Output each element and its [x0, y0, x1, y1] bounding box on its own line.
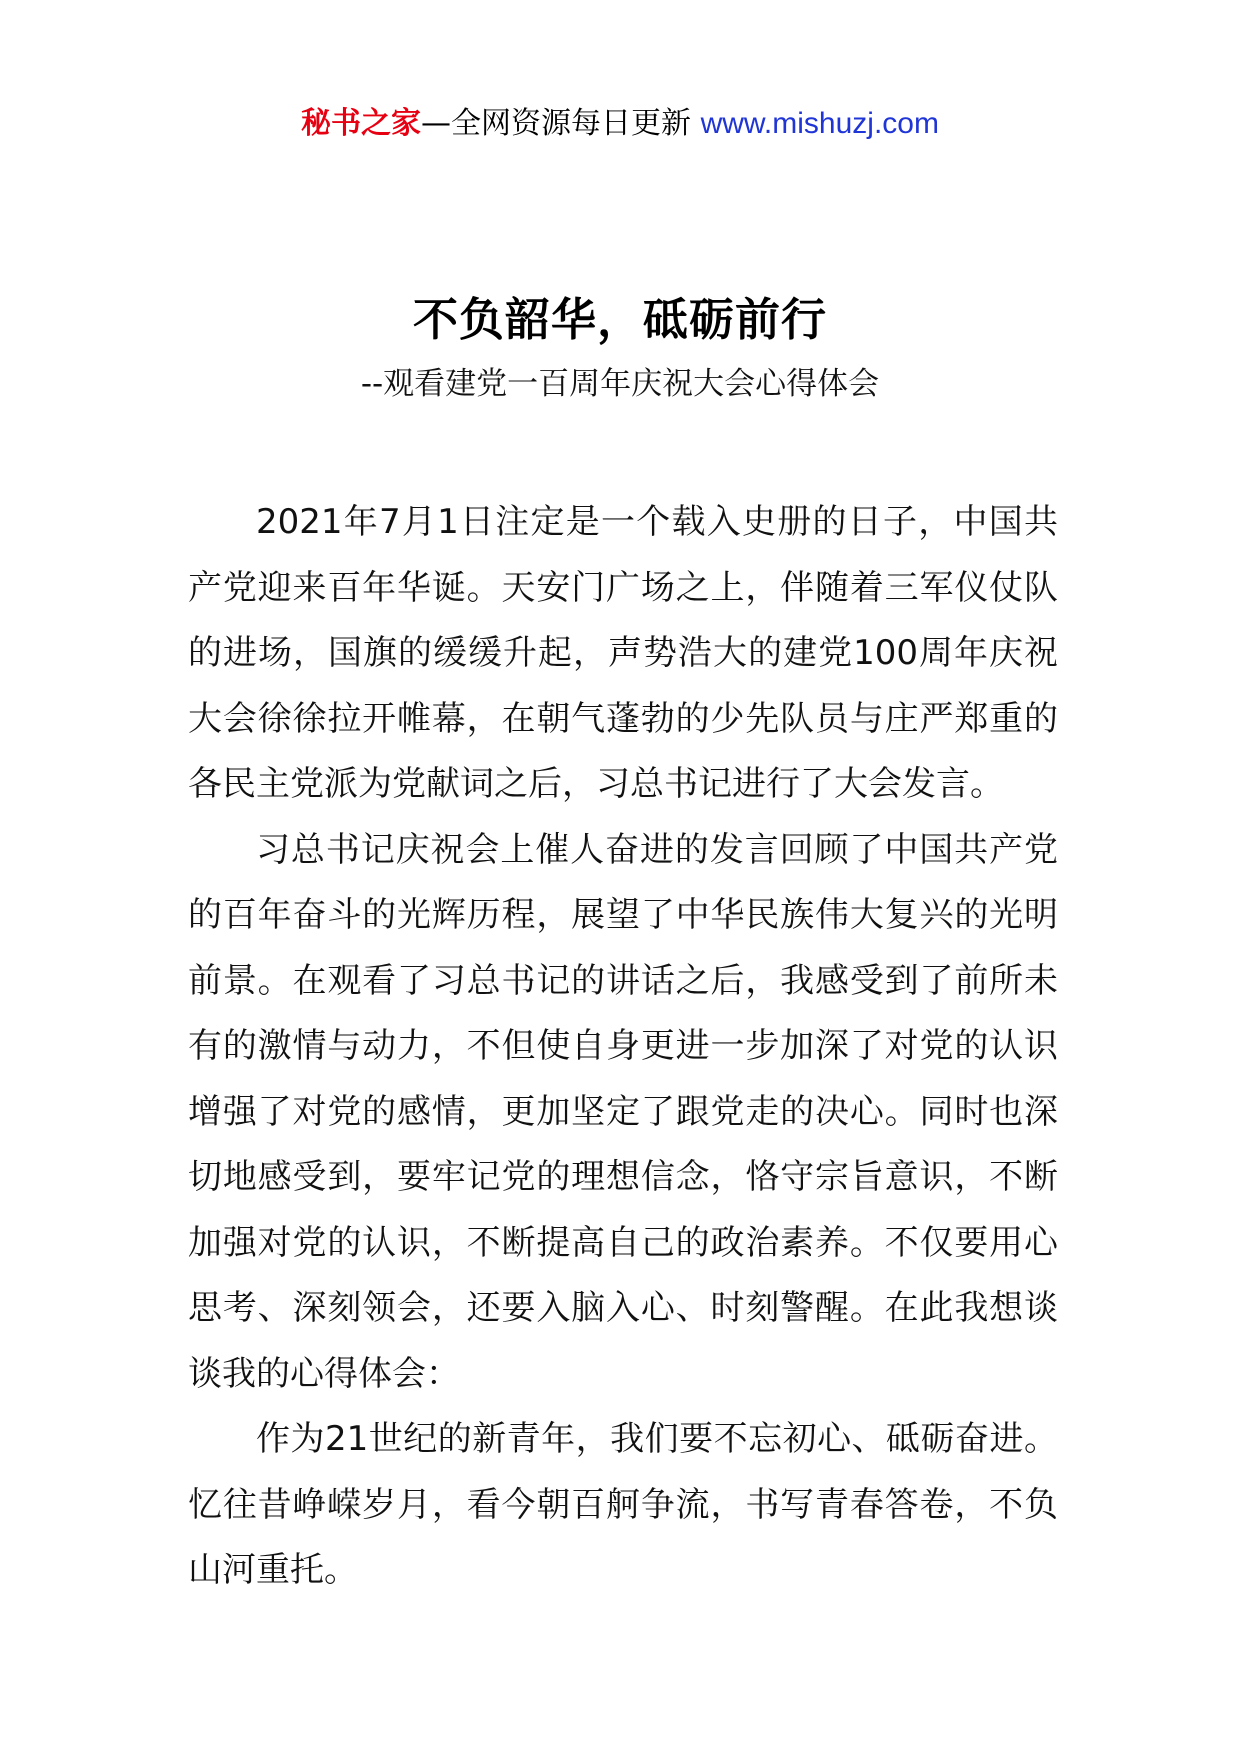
site-url-link[interactable]: www.mishuzj.com	[700, 107, 939, 140]
document-subtitle: --观看建党一百周年庆祝大会心得体会	[360, 366, 880, 402]
paragraph-1: 2021年7月1日注定是一个载入史册的日子，中国共产党迎来百年华诞。天安门广场之上，伴随着三军仪仗队的进场，国旗的缓缓升起，声势浩大的建党100周年庆祝大会徐徐拉开帷幕，在朝气蓬勃的少先队员与庄严郑重的各民主党派为党献词之后，习总书记进行了大会发言。	[188, 502, 1058, 804]
paragraph-3: 作为21世纪的新青年，我们要不忘初心、砥砺奋进。忆往昔峥嵘岁月，看今朝百舸争流，书写青春答卷，不负山河重托。	[188, 1419, 1058, 1590]
slogan-text: —全网资源每日更新	[421, 106, 701, 141]
site-header	[0, 104, 1240, 144]
brand-name: 秘书之家	[301, 106, 422, 141]
document-title: 不负韶华，砥砺前行	[412, 293, 827, 346]
paragraph-2: 习总书记庆祝会上催人奋进的发言回顾了中国共产党的百年奋斗的光辉历程，展望了中华民族伟大复兴的光明前景。在观看了习总书记的讲话之后，我感受到了前所未有的激情与动力，不但使自身更进一步加深了对党的认识增强了对党的感情，更加坚定了跟党走的决心。同时也深切地感受到，要牢记党的理想信念，恪守宗旨意识，不断加强对党的认识，不断提高自己的政治素养。不仅要用心思考、深刻领会，还要入脑入心、时刻警醒。在此我想谈谈我的心得体会：	[188, 829, 1058, 1394]
document-body	[188, 490, 1058, 1604]
